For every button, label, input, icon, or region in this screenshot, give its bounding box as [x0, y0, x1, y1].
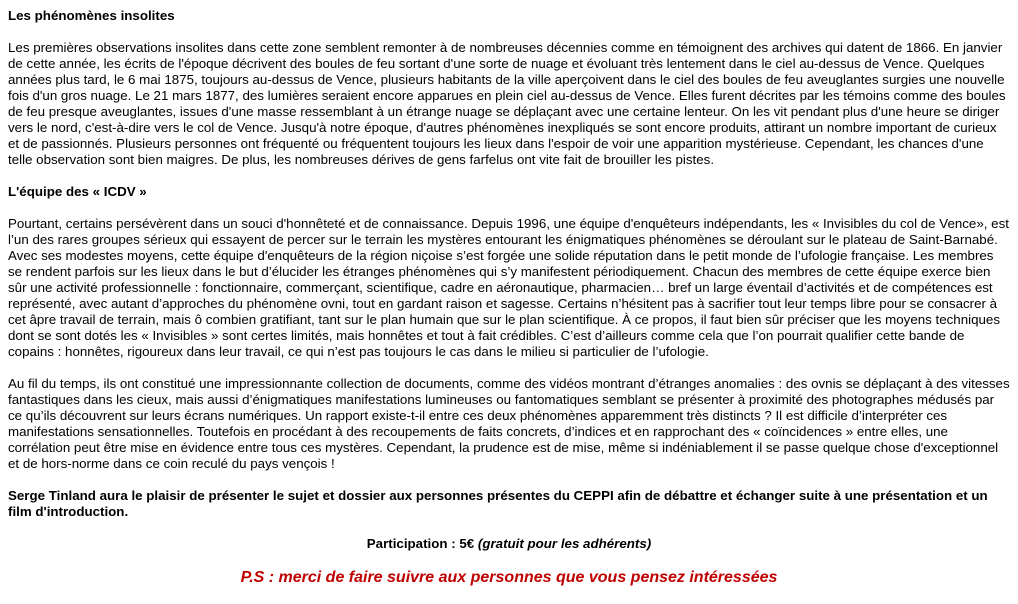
participation-line: [8, 536, 1010, 552]
paragraph-observations-historiques: Les premières observations insolites dans cette zone semblent remonter à de nombreuses décennies comme en témoignent des archives qui datent de 1866. En janvier de cette année, les écrits de l'époque décrivent des boules de feu sortant d'une sorte de nuage et évoluant très lentement dans le ciel au-dessus de Vence. Quelques années plus tard, le 6 mai 1875, toujours au-dessus de Vence, plusieurs habitants de la ville aperçoivent dans le ciel des boules de feu aveuglantes surgies une nouvelle fois d'un gros nuage. Le 21 mars 1877, des lumières seraient encore apparues en plein ciel au-dessus de Vence. Elles furent décrites par les témoins comme des boules de feu presque aveuglantes, issues d'une masse ressemblant à un étrange nuage se déplaçant avec une certaine lenteur. On les vit pendant plus d'une heure se diriger vers le nord, c'est-à-dire vers le col de Vence. Jusqu'à notre époque, d'autres phénomènes inexpliqués se sont encore produits, attirant un nombre important de curieux et de passionnés. Plusieurs personnes ont fréquenté ou fréquentent toujours les lieux dans l'espoir de voir une apparition mystérieuse. Cependant, les chances d'une telle observation sont bien maigres. De plus, les nombreuses dérives de gens farfelus ont vite fait de brouiller les pistes.: [8, 40, 1006, 167]
paragraph-collection-documents: Au fil du temps, ils ont constitué une impressionnante collection de documents, comme des vidéos montrant d’étranges anomalies : des ovnis se déplaçant à des vitesses fantastiques dans les cieux, mais aussi d’énigmatiques manifestations lumineuses ou fantomatiques semblant se présenter à proximité des photographes médusés par ce qu’ils découvrent sur leurs écrans numériques. Un rapport existe-t-il entre ces deux phénomènes apparemment très distincts ? Il est difficile d’interpréter ces manifestations sensationnelles. Toutefois en procédant à des recoupements de faits concrets, d’indices et en rapprochant des « coïncidences » entre elles, une corrélation peut être mise en évidence entre tous ces mystères. Cependant, la prudence est de mise, même si indéniablement il se passe quelque chose d'exceptionnel et de hors-norme dans ce coin reculé du pays vençois !: [8, 376, 1010, 471]
document-body: [8, 8, 1010, 588]
participation-note: (gratuit pour les adhérents): [477, 536, 652, 551]
heading-phenomenes-insolites: Les phénomènes insolites: [8, 8, 175, 23]
ps-forward-note: P.S : merci de faire suivre aux personnes que vous pensez intéressées: [240, 569, 778, 586]
paragraph-equipe-invisibles: Pourtant, certains persévèrent dans un souci d'honnêteté et de connaissance. Depuis 1996, une équipe d'enquêteurs indépendants, les « Invisibles du col de Vence», est l’un des rares groupes sérieux qui essayent de percer sur le terrain les mystères entourant les énigmatiques phénomènes se déroulant sur le plateau de Saint-Barnabé. Avec ses modestes moyens, cette équipe d'enquêteurs de la région niçoise s’est forgée une solide réputation dans le petit monde de l’ufologie française. Les membres se rendent parfois sur les lieux dans le but d’élucider les étranges phénomènes qui s’y manifestent périodiquement. Chacun des membres de cette équipe exerce bien sûr une activité professionnelle : fonctionnaire, commerçant, scientifique, cadre en aéronautique, pharmacien… bref un large éventail d’activités et de compétences est représenté, avec autant d’approches du phénomène ovni, tout en gardant raison et sagesse. Certains n’hésitent pas à sacrifier tout leur temps libre pour se consacrer à cet âpre travail de terrain, mais ô combien gratifiant, tant sur le plan humain que sur le plan scientifique. À ce propos, il faut bien sûr préciser que les moyens techniques dont se sont dotés les « Invisibles » sont certes limités, mais honnêtes et tout à fait crédibles. C’est d’ailleurs comme cela que l’on pourrait qualifier cette bande de copains : honnêtes, rigoureux dans leur travail, ce qui n’est pas toujours le cas dans le milieu si particulier de l’ufologie.: [8, 216, 1009, 359]
paragraph-annonce-presentation: Serge Tinland aura le plaisir de présenter le sujet et dossier aux personnes présentes du CEPPI afin de débattre et échanger suite à une présentation et un film d'introduction.: [8, 488, 988, 519]
participation-amount: Participation : 5€: [366, 536, 478, 551]
heading-equipe-icdv: L'équipe des « ICDV »: [8, 184, 147, 199]
